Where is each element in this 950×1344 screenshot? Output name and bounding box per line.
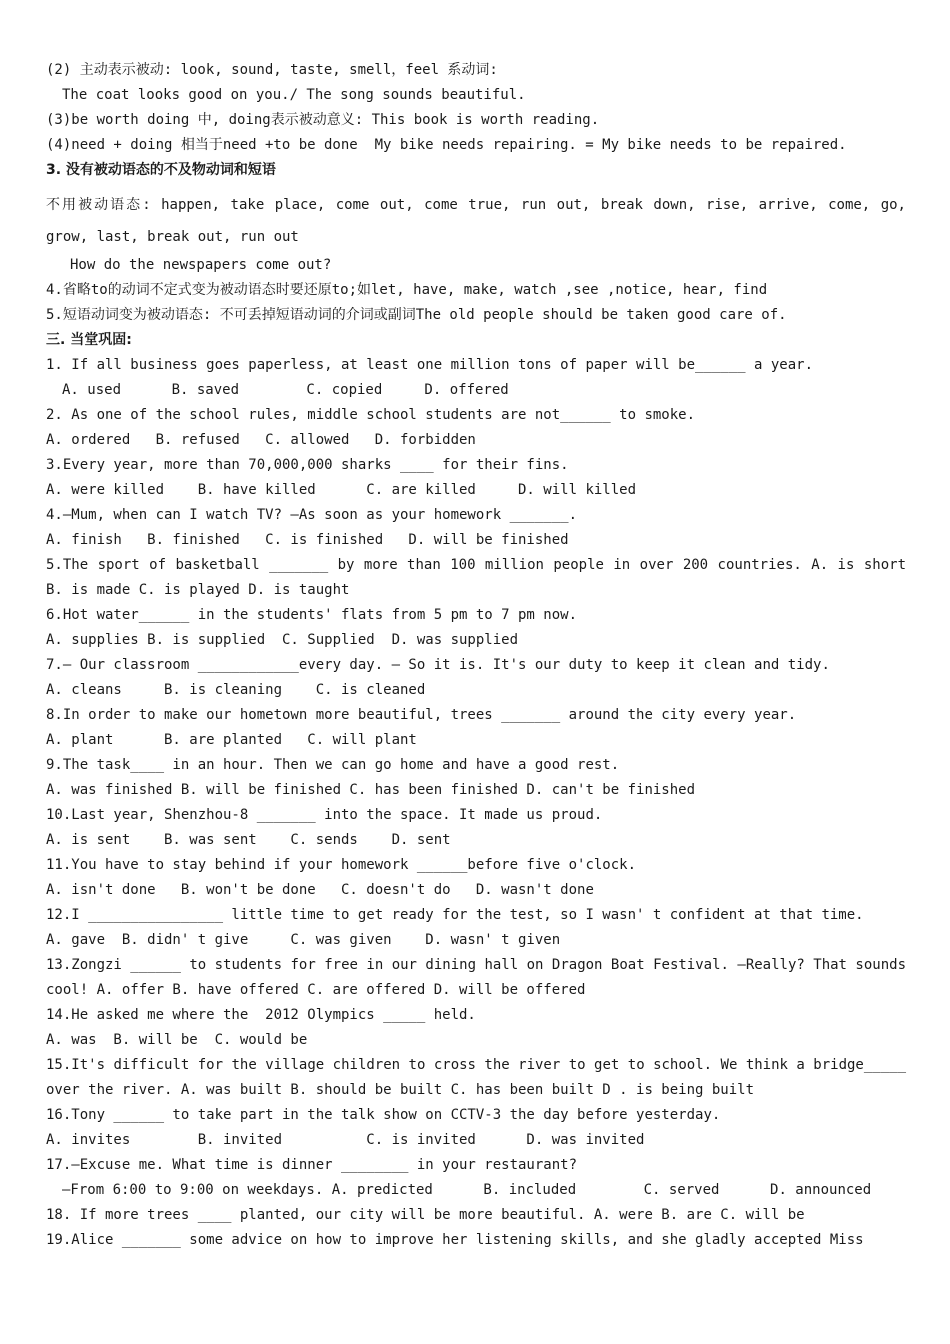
question-16: 16.Tony ______ to take part in the talk show on CCTV-3 the day before yesterday. xyxy=(46,1107,721,1123)
question-2-options: A. ordered B. refused C. allowed D. forbidden xyxy=(46,432,476,448)
question-15: 15.It's difficult for the village children to cross the river to get to school. We think a bridge_____ over the river. A. was built B. should be built C. has been built D . is being built xyxy=(46,1057,906,1098)
question-13: 13.Zongzi ______ to students for free in our dining hall on Dragon Boat Festival. —Really? That sounds cool! A. offer B. have offered C. are offered D. will be offered xyxy=(46,957,906,998)
question-11: 11.You have to stay behind if your homework ______before five o'clock. xyxy=(46,857,637,873)
example-sentence: The coat looks good on you./ The song sounds beautiful. xyxy=(62,87,526,103)
section-heading-4: 4.省略to的动词不定式变为被动语态时要还原to;如let, have, make, watch ,see ,notice, hear, find xyxy=(46,282,768,298)
question-10-options: A. is sent B. was sent C. sends D. sent xyxy=(46,832,451,848)
question-18: 18. If more trees ____ planted, our city will be more beautiful. A. were B. are C. will be xyxy=(46,1207,805,1223)
question-19: 19.Alice _______ some advice on how to improve her listening skills, and she gladly accepted Miss xyxy=(46,1232,864,1248)
question-7-options: A. cleans B. is cleaning C. is cleaned xyxy=(46,682,426,698)
question-17: 17.—Excuse me. What time is dinner ________ in your restaurant? xyxy=(46,1157,578,1173)
question-16-options: A. invites B. invited C. is invited D. was invited xyxy=(46,1132,645,1148)
question-8-options: A. plant B. are planted C. will plant xyxy=(46,732,417,748)
example-sentence: How do the newspapers come out? xyxy=(70,257,332,273)
exercise-heading: 三. 当堂巩固: xyxy=(46,332,132,348)
question-12: 12.I ________________ little time to get ready for the test, so I wasn' t confident at that time. xyxy=(46,907,864,923)
document-page xyxy=(46,58,906,1253)
question-1: 1. If all business goes paperless, at least one million tons of paper will be______ a year. xyxy=(46,357,814,373)
question-2: 2. As one of the school rules, middle school students are not______ to smoke. xyxy=(46,407,696,423)
question-3-options: A. were killed B. have killed C. are killed D. will killed xyxy=(46,482,637,498)
question-12-options: A. gave B. didn' t give C. was given D. wasn' t given xyxy=(46,932,561,948)
question-6: 6.Hot water______ in the students' flats from 5 pm to 7 pm now. xyxy=(46,607,578,623)
question-14-options: A. was B. will be C. would be xyxy=(46,1032,308,1048)
question-6-options: A. supplies B. is supplied C. Supplied D. was supplied xyxy=(46,632,519,648)
grammar-point-4: (4)need + doing 相当于need +to be done My bike needs repairing. = My bike needs to be repaired. xyxy=(46,137,847,153)
section-heading-3: 3. 没有被动语态的不及物动词和短语 xyxy=(46,162,276,178)
question-9: 9.The task____ in an hour. Then we can go home and have a good rest. xyxy=(46,757,620,773)
question-10: 10.Last year, Shenzhou-8 _______ into the space. It made us proud. xyxy=(46,807,603,823)
question-5: 5.The sport of basketball _______ by more than 100 million people in over 200 countries. A. is short B. is made C. is played D. is taught xyxy=(46,557,906,598)
question-4-options: A. finish B. finished C. is finished D. will be finished xyxy=(46,532,569,548)
question-1-options: A. used B. saved C. copied D. offered xyxy=(62,382,509,398)
intransitive-verbs-list: 不用被动语态: happen, take place, come out, come true, run out, break down, rise, arrive, come, go, grow, last, break out, run out xyxy=(46,197,906,245)
question-14: 14.He asked me where the 2012 Olympics _____ held. xyxy=(46,1007,476,1023)
grammar-point-3: (3)be worth doing 中, doing表示被动意义: This book is worth reading. xyxy=(46,112,600,128)
grammar-point-2: (2) 主动表示被动: look, sound, taste, smell，feel 系动词: xyxy=(46,62,498,78)
question-17-options: —From 6:00 to 9:00 on weekdays. A. predicted B. included C. served D. announced xyxy=(62,1182,872,1198)
question-9-options: A. was finished B. will be finished C. has been finished D. can't be finished xyxy=(46,782,696,798)
question-3: 3.Every year, more than 70,000,000 sharks ____ for their fins. xyxy=(46,457,569,473)
question-4: 4.—Mum, when can I watch TV? —As soon as your homework _______. xyxy=(46,507,578,523)
question-8: 8.In order to make our hometown more beautiful, trees _______ around the city every year. xyxy=(46,707,797,723)
section-heading-5: 5.短语动词变为被动语态: 不可丢掉短语动词的介词或副词The old people should be taken good care of. xyxy=(46,307,787,323)
question-11-options: A. isn't done B. won't be done C. doesn't do D. wasn't done xyxy=(46,882,594,898)
question-7: 7.— Our classroom ____________every day. — So it is. It's our duty to keep it clean and tidy. xyxy=(46,657,830,673)
